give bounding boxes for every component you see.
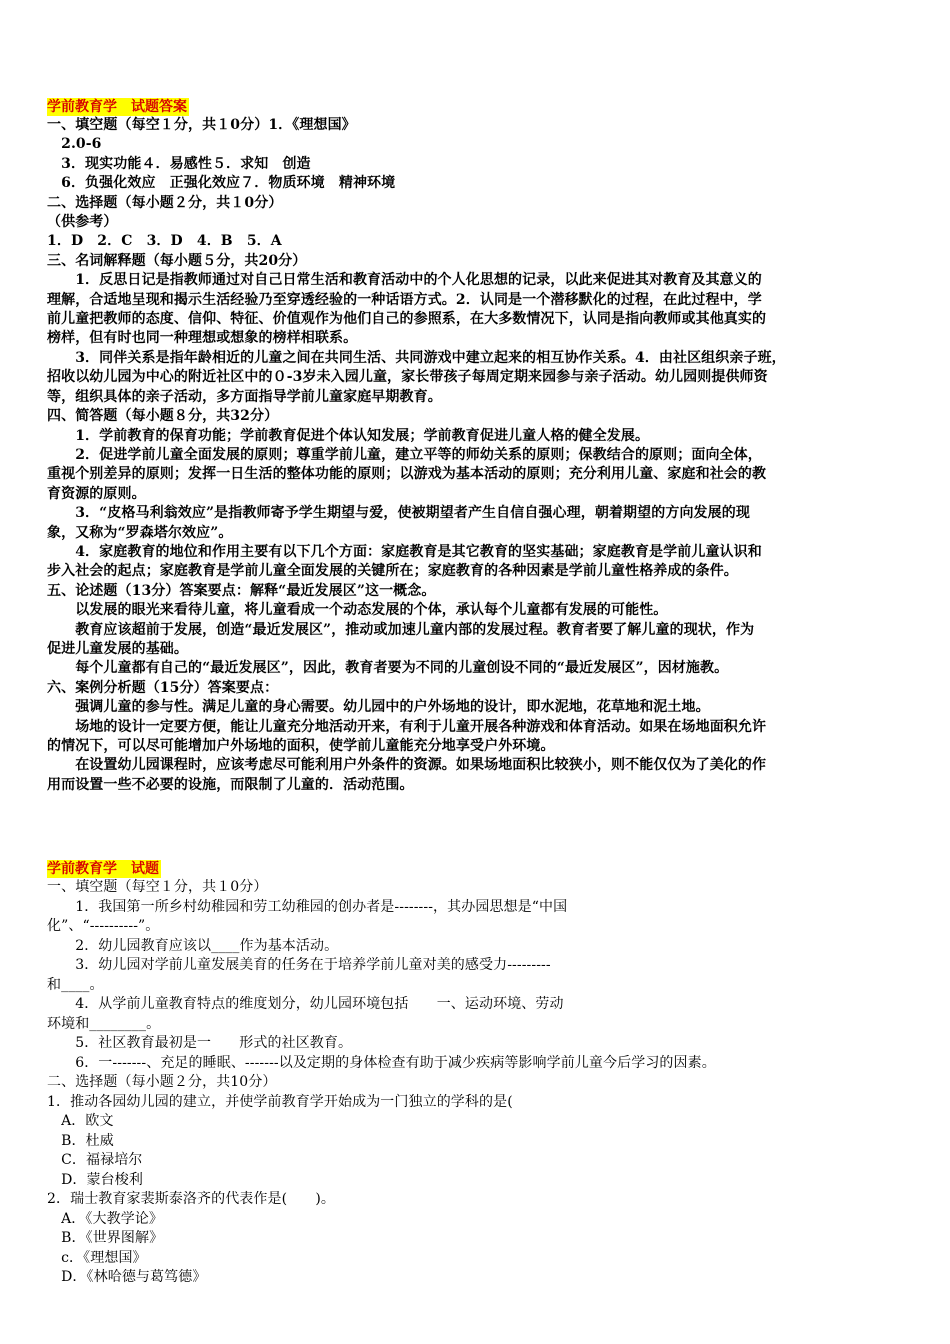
answer-line: 的情况下，可以尽可能增加户外场地的面积，使学前儿童能充分地享受户外环境。 xyxy=(47,738,555,754)
answer-title-row xyxy=(47,96,909,116)
answer-line: 用而设置一些不必要的设施，而限制了儿童的．活动范围。 xyxy=(47,776,414,793)
question-line: 环境和________。 xyxy=(47,1015,161,1032)
answer-line: 1．D 2．C 3．D 4．B 5．A xyxy=(47,233,282,250)
answer-line: 前儿童把教师的态度、信仰、特征、价值观作为他们自己的参照系，在大多数情况下，认同是指向教师或其他真实的 xyxy=(47,311,767,328)
choice-option: D．蒙台梭利 xyxy=(47,1171,143,1188)
answer-line: 等，组织具体的亲子活动，多方面指导学前儿童家庭早期教育。 xyxy=(47,388,442,405)
question-line: 3．幼儿园对学前儿童发展美育的任务在于培养学前儿童对美的感受力--------- xyxy=(47,957,551,973)
choice-option: C．福禄培尔 xyxy=(47,1152,143,1168)
answer-line: 3．同伴关系是指年龄相近的儿童之间在共同生活、共同游戏中建立起来的相互协作关系。4．由社区组织亲子班， xyxy=(47,349,786,366)
choice-option: B．杜威 xyxy=(47,1132,114,1149)
answer-line: 步入社会的起点；家庭教育是学前儿童全面发展的关键所在；家庭教育的各种因素是学前儿童性格养成的条件。 xyxy=(47,563,738,580)
answer-line: 榜样，但有时也同一种理想或想象的榜样相联系。 xyxy=(47,330,358,347)
question-line: 和____。 xyxy=(47,976,104,993)
question-title-row xyxy=(47,858,909,878)
answer-line: 3．现实功能４．易感性５．求知 创造 xyxy=(47,155,311,172)
question-line: 一、填空题（每空１分，共１0分） xyxy=(47,879,268,895)
answer-line: 二、选择题（每小题２分，共１0分） xyxy=(47,194,283,211)
question-line: 1．我国第一所乡村幼稚园和劳工幼稚园的创办者是--------，其办园思想是“中国 xyxy=(47,898,568,915)
answer-line: 1．反思日记是指教师通过对自己日常生活和教育活动中的个人化思想的记录，以此来促进其对教育及其意义的 xyxy=(47,272,762,289)
answer-line: 促进儿童发展的基础。 xyxy=(47,640,188,657)
answer-line: 3．“皮格马利翁效应”是指教师寄予学生期望与爱，使被期望者产生自信自强心理，朝着期望的方向发展的现 xyxy=(47,505,750,522)
question-line: 5．社区教育最初是一 形式的社区教育。 xyxy=(47,1035,353,1051)
question-title: 学前教育学 试题 xyxy=(47,861,159,877)
answer-line: 2．促进学前儿童全面发展的原则；尊重学前儿童，建立平等的师幼关系的原则；保教结合的原则；面向全体， xyxy=(47,446,762,463)
answer-line: 场地的设计一定要方便，能让儿童充分地活动开来，有利于儿童开展各种游戏和体育活动。如果在场地面积允许 xyxy=(47,718,767,735)
answer-line: 在设置幼儿园课程时，应该考虑尽可能利用户外条件的资源。如果场地面积比较狭小，则不能仅仅为了美化的作 xyxy=(47,757,767,774)
question-line: 2．幼儿园教育应该以____作为基本活动。 xyxy=(47,937,339,954)
answer-line: 五、论述题（13分）答案要点：解释“最近发展区”这一概念。 xyxy=(47,582,436,599)
question-body xyxy=(47,878,909,1288)
answer-line: 2.0-6 xyxy=(47,136,102,153)
choice-option: A．欧文 xyxy=(47,1113,114,1129)
question-line: 二、选择题（每小题２分，共10分） xyxy=(47,1074,277,1090)
answer-line: 育资源的原则。 xyxy=(47,485,146,502)
answer-line: 理解，合适地呈现和揭示生活经验乃至穿透经验的一种话语方式。2．认同是一个潜移默化的过程，在此过程中，学 xyxy=(47,291,762,308)
answer-line: 教育应该超前于发展，创造“最近发展区”，推动或加速儿童内部的发展过程。教育者要了解儿童的现状，作为 xyxy=(47,621,755,638)
answer-line: 强调儿童的参与性。满足儿童的身心需要。幼儿园中的户外场地的设计，即水泥地，花草地和泥土地。 xyxy=(47,699,710,716)
question-line: 化”、“----------”。 xyxy=(47,918,160,934)
answer-line: 6．负强化效应 正强化效应７．物质环境 精神环境 xyxy=(47,175,396,192)
question-line: 2．瑞士教育家裴斯泰洛齐的代表作是( )。 xyxy=(47,1191,336,1207)
answer-line: 4．家庭教育的地位和作用主要有以下几个方面：家庭教育是其它教育的坚实基础；家庭教育是学前儿童认识和 xyxy=(47,543,762,560)
answer-body xyxy=(47,116,909,795)
answer-line: 每个儿童都有自己的“最近发展区”，因此，教育者要为不同的儿童创设不同的“最近发展区”，因材施教。 xyxy=(47,660,729,677)
answer-line: 一、填空题（每空１分，共１0分）1．《理想国》 xyxy=(47,117,356,133)
answer-line: 招收以幼儿园为中心的附近社区中的０-3岁未入园儿童，家长带孩子每周定期来园参与亲子活动。幼儿园则提供师资 xyxy=(47,369,768,386)
question-line: 1．推动各园幼儿园的建立，并使学前教育学开始成为一门独立的学科的是( xyxy=(47,1093,513,1110)
question-section xyxy=(47,858,909,1288)
answer-line: 六、案例分析题（15分）答案要点： xyxy=(47,679,279,696)
answer-line: 四、简答题（每小题８分，共32分） xyxy=(47,408,279,425)
choice-option: B．《世界图解》 xyxy=(47,1230,164,1246)
answer-line: 以发展的眼光来看待儿童，将儿童看成一个动态发展的个体，承认每个儿童都有发展的可能性。 xyxy=(47,602,668,619)
choice-option: D．《林哈德与葛笃德》 xyxy=(47,1269,207,1285)
answer-line: 三、名词解释题（每小题５分，共20分） xyxy=(47,252,307,269)
answer-line: 象，又称为“罗森塔尔效应”。 xyxy=(47,524,233,541)
answer-line: （供参考） xyxy=(47,214,118,231)
answer-section xyxy=(47,96,909,795)
answer-line: 1．学前教育的保育功能；学前教育促进个体认知发展；学前教育促进儿童人格的健全发展。 xyxy=(47,427,650,444)
choice-option: A．《大教学论》 xyxy=(47,1210,164,1227)
question-line: 6．一-------、充足的睡眠、-------以及定期的身体检查有助于减少疾病等影响学前儿童今后学习的因素。 xyxy=(47,1054,716,1071)
answer-title: 学前教育学 试题答案 xyxy=(47,99,187,115)
question-line: 4．从学前儿童教育特点的维度划分，幼儿园环境包括 一、运动环境、劳动 xyxy=(47,996,564,1012)
answer-line: 重视个别差异的原则；发挥一日生活的整体功能的原则；以游戏为基本活动的原则；充分利用儿童、家庭和社会的教 xyxy=(47,466,767,483)
choice-option: c．《理想国》 xyxy=(47,1249,147,1266)
